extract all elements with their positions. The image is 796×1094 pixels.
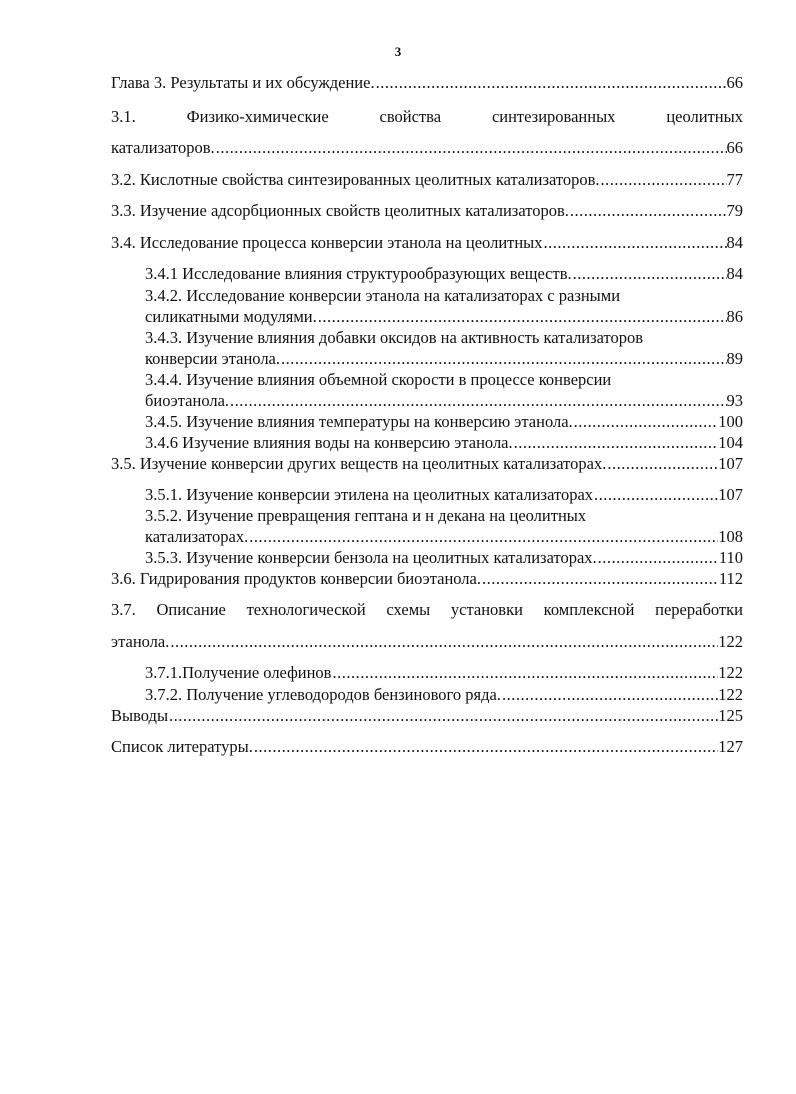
leader-dots [317, 306, 727, 328]
toc-entry-3-4[interactable] [111, 232, 743, 254]
toc-page-number: 84 [726, 233, 743, 252]
toc-entry-3-5[interactable] [111, 453, 743, 475]
toc-word: цеолитных [666, 107, 743, 126]
toc-entry-3-1-line1[interactable] [111, 106, 743, 128]
toc-entry-title: катализаторах. [145, 527, 249, 546]
toc-word: Физико-химические [186, 107, 329, 126]
toc-entry-title: силикатными модулями. [145, 307, 317, 326]
leader-dots [215, 137, 727, 159]
toc-page-number: 79 [726, 201, 743, 220]
toc-word: 3.7. [111, 600, 136, 619]
toc-entry-3-5-2-line2[interactable] [145, 526, 743, 548]
toc-entry-title: 3.2. Кислотные свойства синтезированных цеолитных катализаторов. [111, 170, 600, 189]
toc-entry-title: 3.7.1.Получение олефинов [145, 663, 332, 682]
toc-word: схемы [386, 600, 431, 619]
toc-entry-3-4-4-line1[interactable]: 3.4.4. Изучение влияния объемной скорости в процессе конверсии [145, 370, 612, 389]
toc-entry-3-7-line2[interactable] [111, 631, 743, 653]
leader-dots [253, 736, 718, 758]
leader-dots [513, 432, 719, 454]
toc-entry-title: биоэтанола. [145, 391, 230, 410]
toc-page-number: 84 [726, 264, 743, 283]
toc-entry-3-3[interactable] [111, 200, 743, 222]
toc-page-number: 107 [718, 454, 743, 473]
toc-page-number: 104 [718, 433, 743, 452]
leader-dots [375, 72, 727, 94]
toc-word: свойства [379, 107, 442, 126]
leader-dots [481, 568, 719, 590]
toc-entry-3-4-4-line2[interactable] [145, 390, 743, 412]
toc-entry-3-4-5[interactable] [145, 411, 743, 433]
page-number: 3 [394, 44, 402, 59]
toc-word: Описание [156, 600, 226, 619]
toc-entry-references[interactable] [111, 736, 743, 758]
toc-entry-conclusions[interactable] [111, 705, 743, 727]
toc-entry-3-2[interactable] [111, 169, 743, 191]
toc-entry-title: 3.5.1. Изучение конверсии этилена на цеолитных катализаторах [145, 485, 594, 504]
toc-word: установки [450, 600, 523, 619]
toc-entry-3-7-2[interactable] [145, 684, 743, 706]
toc-page-number: 122 [718, 663, 743, 682]
leader-dots [572, 263, 727, 285]
leader-dots [600, 169, 727, 191]
leader-dots [331, 662, 718, 684]
toc-entry-3-4-2-line2[interactable] [145, 306, 743, 328]
toc-entry-title: катализаторов. [111, 138, 215, 157]
leader-dots [280, 348, 727, 370]
toc-word: технологической [246, 600, 366, 619]
toc-page-number: 66 [726, 73, 743, 92]
toc-entry-title: Список литературы. [111, 737, 253, 756]
toc-entry-3-7-1[interactable] [145, 662, 743, 684]
toc-word: 3.1. [111, 107, 136, 126]
toc-entry-title: этанола. [111, 632, 170, 651]
leader-dots [606, 453, 718, 475]
leader-dots [597, 547, 719, 569]
leader-dots [573, 411, 719, 433]
toc-entry-title: конверсии этанола. [145, 349, 280, 368]
toc-entry-3-4-3-line1[interactable]: 3.4.3. Изучение влияния добавки оксидов на активность катализаторов [145, 328, 644, 347]
leader-dots [168, 705, 718, 727]
toc-page-number: 107 [718, 485, 743, 504]
toc-entry-title: 3.3. Изучение адсорбционных свойств цеолитных катализаторов. [111, 201, 569, 220]
toc-entry-title: 3.4.5. Изучение влияния температуры на конверсию этанола. [145, 412, 573, 431]
toc-page-number: 110 [718, 548, 743, 567]
toc-entry-title: 3.4. Исследование процесса конверсии этанола на цеолитных [111, 233, 543, 252]
toc-entry-3-5-2-line1[interactable]: 3.5.2. Изучение превращения гептана и н декана на цеолитных [145, 506, 587, 525]
toc-entry-title: 3.6. Гидрирования продуктов конверсии биоэтанола. [111, 569, 481, 588]
toc-entry-3-5-1[interactable] [145, 484, 743, 506]
toc-entry-3-4-2-line1[interactable]: 3.4.2. Исследование конверсии этанола на катализаторах с разными [145, 286, 621, 305]
toc-entry-title: 3.5.3. Изучение конверсии бензола на цеолитных катализаторах. [145, 548, 597, 567]
toc-entry-title: 3.5. Изучение конверсии других веществ на цеолитных катализаторах. [111, 454, 607, 473]
toc-entry-chapter-3[interactable] [111, 72, 743, 94]
toc-entry-3-4-1[interactable] [145, 263, 743, 285]
leader-dots [501, 684, 718, 706]
leader-dots [229, 390, 726, 412]
toc-page-number: 77 [726, 170, 743, 189]
toc-page-number: 112 [718, 569, 743, 588]
toc-page-number: 122 [718, 632, 743, 651]
toc-page-number: 86 [726, 307, 743, 326]
toc-entry-3-7-line1[interactable] [111, 599, 743, 621]
toc-entry-title: Выводы [111, 706, 169, 725]
toc-entry-title: 3.7.2. Получение углеводородов бензинового ряда. [145, 685, 501, 704]
toc-page-number: 93 [726, 391, 743, 410]
toc-entry-title: 3.4.6 Изучение влияния воды на конверсию этанола. [145, 433, 513, 452]
toc-entry-3-4-3-line2[interactable] [145, 348, 743, 370]
toc-word: синтезированных [491, 107, 616, 126]
toc-word: переработки [655, 600, 743, 619]
leader-dots [543, 232, 727, 254]
toc-page-number: 125 [718, 706, 743, 725]
toc-entry-3-6[interactable] [111, 568, 743, 590]
leader-dots [569, 200, 727, 222]
toc-page-number: 66 [726, 138, 743, 157]
toc-entry-3-4-6[interactable] [145, 432, 743, 454]
leader-dots [248, 526, 718, 548]
toc-page-number: 108 [718, 527, 743, 546]
toc-page-number: 89 [726, 349, 743, 368]
leader-dots [169, 631, 718, 653]
toc-word: комплексной [543, 600, 635, 619]
toc-entry-3-1-line2[interactable] [111, 137, 743, 159]
toc-entry-title: 3.4.1 Исследование влияния структурообразующих веществ. [145, 264, 572, 283]
toc-entry-title: Глава 3. Результаты и их обсуждение. [111, 73, 375, 92]
toc-page-number: 100 [718, 412, 743, 431]
toc-page-number: 122 [718, 685, 743, 704]
toc-entry-3-5-3[interactable] [145, 547, 743, 569]
leader-dots [593, 484, 718, 506]
toc-page-number: 127 [718, 737, 743, 756]
